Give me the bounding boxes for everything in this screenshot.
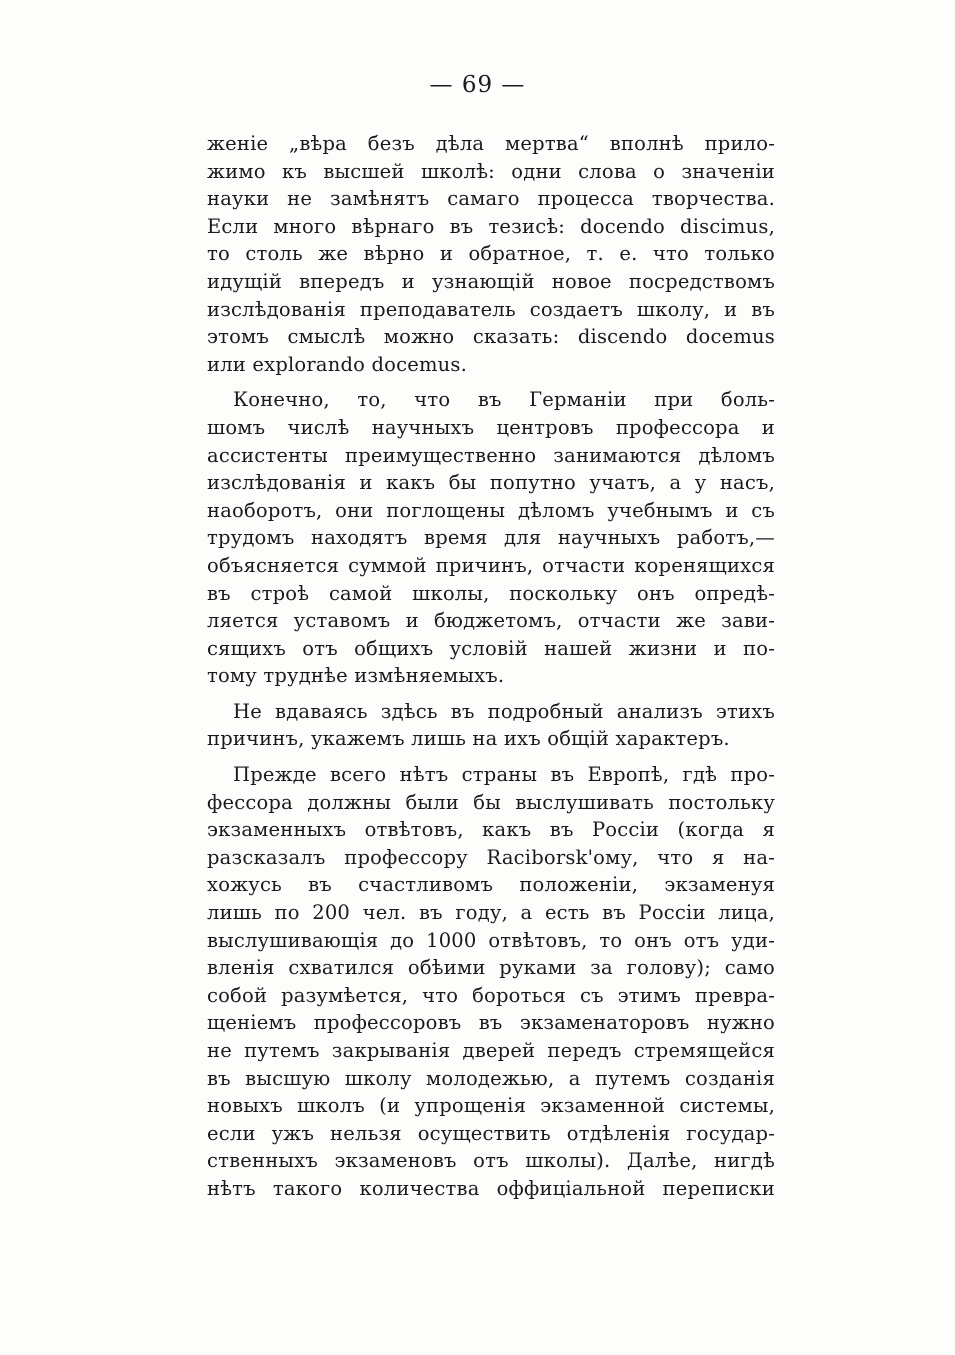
text-line: въ строѣ самой школы, поскольку онъ опредѣ- <box>207 581 775 605</box>
text-line: щеніемъ профессоровъ въ экзаменаторовъ нужно <box>207 1011 775 1035</box>
text-line: нѣтъ такого количества оффиціальной переписки <box>207 1176 775 1200</box>
text-line: не путемъ закрыванія дверей передъ стремящейся <box>207 1039 775 1062</box>
text-line: новыхъ школъ (и упрощенія экзаменной системы, <box>207 1094 775 1118</box>
text-line: тому труднѣе измѣняемыхъ. <box>207 664 505 688</box>
text-line: Не вдаваясь здѣсь въ подробный анализъ этихъ <box>233 699 775 723</box>
text-line: шомъ числѣ научныхъ центровъ профессора и <box>207 415 775 439</box>
text-line: экзаменныхъ отвѣтовъ, какъ въ Россіи (когда я <box>207 818 775 842</box>
text-line: этомъ смыслѣ можно сказать: discendo docemus <box>207 325 775 349</box>
text-line: то столь же вѣрно и обратное, т. е. что только <box>207 242 775 266</box>
text-line: собой разумѣется, что бороться съ этимъ превра- <box>207 983 775 1007</box>
text-line: идущій впередъ и узнающій новое посредствомъ <box>207 269 775 293</box>
text-line: объясняется суммой причинъ, отчасти коренящихся <box>207 553 775 577</box>
text-line: трудомъ находятъ время для научныхъ работъ,— <box>207 526 775 550</box>
paragraph <box>207 130 775 378</box>
text-line: Прежде всего нѣтъ страны въ Европѣ, гдѣ про- <box>233 763 775 787</box>
page-number: — 69 — <box>429 72 526 98</box>
text-line: изслѣдованія и какъ бы попутно учатъ, а у насъ, <box>207 471 775 495</box>
text-line: если ужъ нельзя осуществить отдѣленія государ- <box>207 1121 775 1145</box>
text-line: Конечно, то, что въ Германіи при боль- <box>233 388 775 412</box>
text-line: ассистенты преимущественно занимаются дѣломъ <box>207 443 775 467</box>
body-text <box>207 130 775 1203</box>
text-line: выслушивающія до 1000 отвѣтовъ, то онъ отъ уди- <box>207 928 775 952</box>
text-line: вленія схватился обѣими руками за голову); само <box>207 956 775 980</box>
text-line: или explorando docemus. <box>207 352 468 376</box>
paragraph <box>207 698 775 753</box>
text-line: лишь по 200 чел. въ году, а есть въ Россіи лица, <box>207 901 775 925</box>
text-line: фессора должны были бы выслушивать постольку <box>207 790 775 814</box>
paragraph <box>207 386 775 690</box>
text-line: ляется уставомъ и бюджетомъ, отчасти же зави- <box>207 609 775 633</box>
text-line: женіе „вѣра безъ дѣла мертва“ вполнѣ прило- <box>207 132 775 155</box>
text-line: причинъ, укажемъ лишь на ихъ общій характеръ. <box>207 727 730 751</box>
text-line: сящихъ отъ общихъ условій нашей жизни и по- <box>207 636 775 660</box>
text-line: Если много вѣрнаго въ тезисѣ: docendo discimus, <box>207 214 775 238</box>
text-line: хожусь въ счастливомъ положеніи, экзаменуя <box>207 873 775 897</box>
text-line: ственныхъ экзаменовъ отъ школы). Далѣе, нигдѣ <box>207 1149 775 1173</box>
text-line: наоборотъ, они поглощены дѣломъ учебнымъ и съ <box>207 498 775 522</box>
text-line: разсказалъ профессору Raciborsk'ому, что я на- <box>207 845 775 869</box>
text-line: въ высшую школу молодежью, а путемъ созданія <box>207 1066 775 1090</box>
paragraph <box>207 761 775 1203</box>
text-line: науки не замѣнятъ самаго процесса творчества. <box>207 187 775 211</box>
text-line: жимо къ высшей школѣ: одни слова о значеніи <box>207 159 775 183</box>
text-line: изслѣдованія преподаватель создаетъ школу, и въ <box>207 297 775 321</box>
